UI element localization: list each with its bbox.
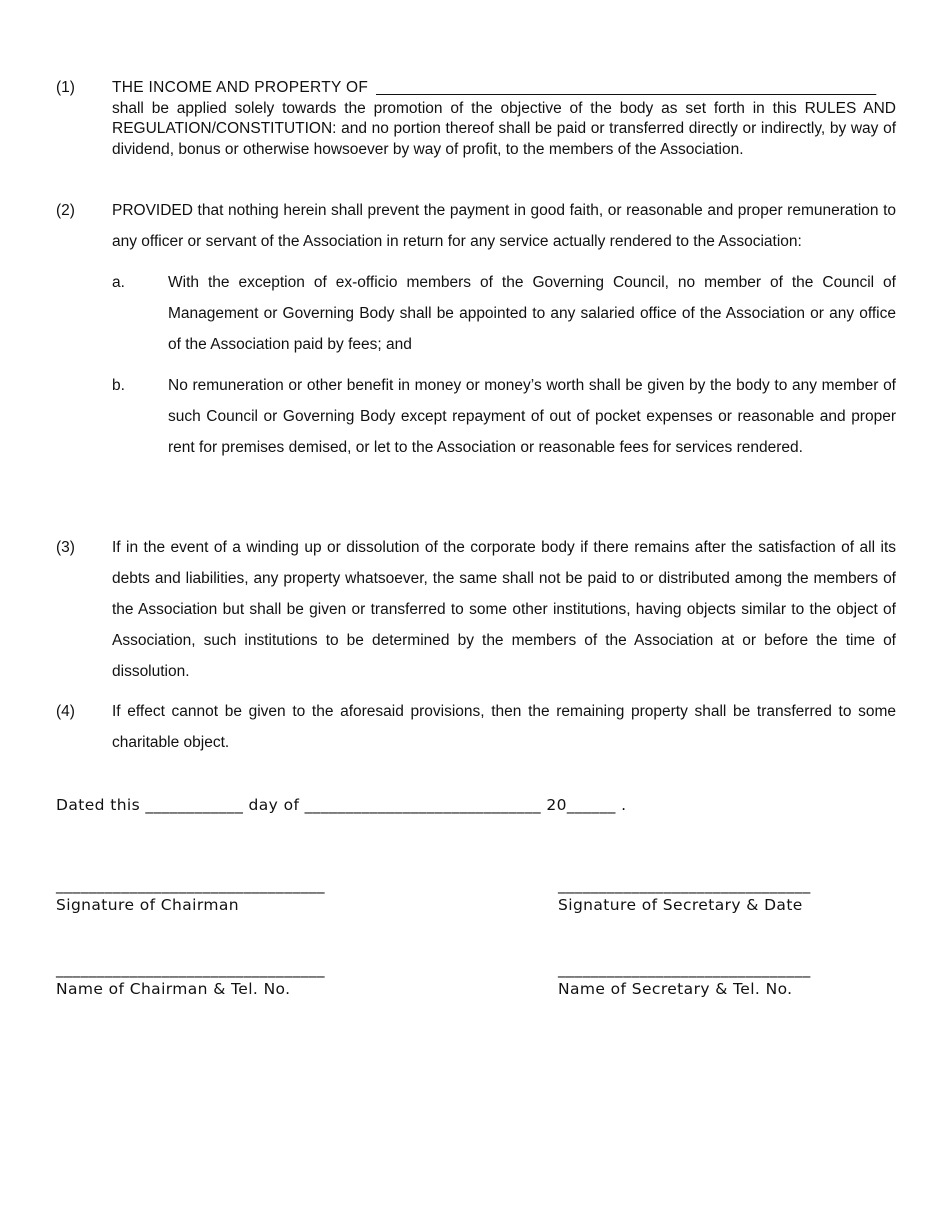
clause-1: [56, 78, 896, 160]
clause-heading: THE INCOME AND PROPERTY OF: [112, 79, 369, 96]
chairman-signature-label: Signature of Chairman: [56, 896, 239, 914]
sub-item-text: No remuneration or other benefit in money or money’s worth shall be given by the body to any member of such Council or Governing Body except repayment of out of pocket expenses or reasonable and proper rent for premises demised, or let to the Association or reasonable fees for services rendered.: [168, 377, 896, 456]
chairman-signature-line: _________________________________: [56, 876, 325, 894]
clause-number: (1): [56, 79, 75, 96]
clause-number: (4): [56, 703, 75, 720]
sub-item-a: [112, 267, 896, 360]
sub-item-b: [112, 370, 896, 463]
clause-number: (2): [56, 202, 75, 219]
clause-3: [56, 532, 896, 687]
secretary-signature-line: _______________________________: [558, 876, 811, 894]
sub-item-letter: a.: [112, 274, 125, 291]
clause-text: PROVIDED that nothing herein shall prevent the payment in good faith, or reasonable and proper remuneration to any officer or servant of the Association in return for any service actually rendered to the Association:: [112, 202, 896, 250]
chairman-name-line: _________________________________: [56, 960, 325, 978]
clause-number: (3): [56, 539, 75, 556]
chairman-name-label: Name of Chairman & Tel. No.: [56, 980, 291, 998]
clause-text: shall be applied solely towards the promotion of the objective of the body as set forth in this RULES AND REGULATION/CONSTITUTION: and no portion thereof shall be paid or transferred directly or indirectly, by way of dividend, bonus or otherwise howsoever by way of profit, to the members of the Association.: [112, 99, 896, 158]
sub-item-text: With the exception of ex-officio members of the Governing Council, no member of the Council of Management or Governing Body shall be appointed to any salaried office of the Association or any office of the Association paid by fees; and: [168, 274, 896, 353]
secretary-name-line: _______________________________: [558, 960, 811, 978]
secretary-signature-label: Signature of Secretary & Date: [558, 896, 803, 914]
sub-item-letter: b.: [112, 377, 125, 394]
dated-line: Dated this ____________ day of _____________________________ 20______ .: [56, 796, 627, 814]
organization-name-blank: __________________________________________________________: [376, 79, 877, 96]
clause-2: [56, 195, 896, 463]
clause-4: [56, 696, 896, 758]
clause-text: If in the event of a winding up or dissolution of the corporate body if there remains after the satisfaction of all its debts and liabilities, any property whatsoever, the same shall not be paid to or distributed among the members of the Association but shall be given or transferred to some other institutions, having objects similar to the object of Association, such institutions to be determined by the members of the Association at or before the time of dissolution.: [112, 539, 896, 680]
secretary-name-label: Name of Secretary & Tel. No.: [558, 980, 793, 998]
clause-text: If effect cannot be given to the aforesaid provisions, then the remaining property shall be transferred to some charitable object.: [112, 703, 896, 751]
